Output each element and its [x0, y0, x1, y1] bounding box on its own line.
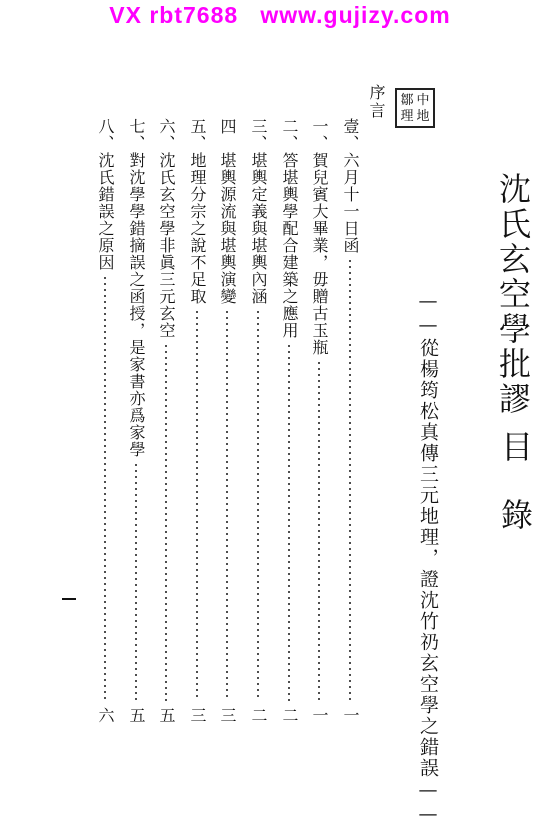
toc-entry-title: 三、堪輿定義與堪輿內涵	[249, 118, 268, 305]
leader-dots	[196, 309, 198, 701]
leader-dots	[104, 275, 106, 701]
leader-dots	[288, 343, 290, 701]
toc-entry[interactable]	[124, 118, 148, 723]
leader-dots	[135, 462, 137, 701]
toc-entry-title: 二、答堪輿學配合建築之應用	[280, 118, 299, 339]
toc-entry-page: 三	[188, 707, 207, 723]
seal-stamp	[395, 88, 435, 128]
toc-entry-title: 壹、六月十一日函	[341, 118, 360, 254]
seal-char: 中	[416, 92, 430, 108]
toc-entry-title: 一、賀兒賓大畢業，毋贈古玉瓶	[310, 118, 329, 356]
toc-entry-title: 八、沈氏錯誤之原因	[96, 118, 115, 271]
toc-entry-page: 三	[218, 707, 237, 723]
toc-entry[interactable]	[307, 118, 331, 723]
toc-entry-page: 六	[96, 707, 115, 723]
seal-char: 鄒	[400, 92, 414, 108]
page-number	[62, 598, 76, 600]
toc-entry-page: 一	[341, 707, 360, 723]
toc-entry[interactable]	[338, 118, 362, 723]
seal-char: 理	[400, 108, 414, 124]
leader-dots	[318, 360, 320, 701]
toc-entry[interactable]	[185, 118, 209, 723]
seal-char: 地	[416, 108, 430, 124]
toc-entry-title: 四 堪輿源流與堪輿演變	[218, 118, 237, 305]
leader-dots	[349, 258, 351, 701]
toc-entry[interactable]	[154, 118, 178, 723]
toc-entry-title: 六、沈氏玄空學非眞三元玄空	[157, 118, 176, 339]
leader-dots	[165, 343, 167, 701]
toc-entry-page: 二	[280, 707, 299, 723]
toc-entry[interactable]	[277, 118, 301, 723]
subtitle: ——從楊筠松真傳三元地理，證沈竹礽玄空學之錯誤——	[417, 290, 439, 827]
contents-heading: 目錄	[496, 430, 534, 566]
toc-entry[interactable]	[215, 118, 239, 723]
toc-entry[interactable]	[93, 118, 117, 723]
toc-entry-page: 五	[157, 707, 176, 723]
leader-dots	[257, 309, 259, 701]
book-title: 沈氏玄空學批謬	[494, 172, 532, 417]
leader-dots	[226, 309, 228, 701]
toc-entry-page: 二	[249, 707, 268, 723]
watermark-text: VX rbt7688 www.gujizy.com	[109, 2, 451, 28]
preface-label: 序言	[367, 84, 386, 120]
toc-entry-title: 五、地理分宗之說不足取	[188, 118, 207, 305]
toc-entry-page: 一	[310, 707, 329, 723]
toc-entry-page: 五	[127, 707, 146, 723]
toc-entry[interactable]	[246, 118, 270, 723]
toc-entry-title: 七、對沈學學錯摘誤之函授，是家書亦爲家學	[127, 118, 146, 458]
